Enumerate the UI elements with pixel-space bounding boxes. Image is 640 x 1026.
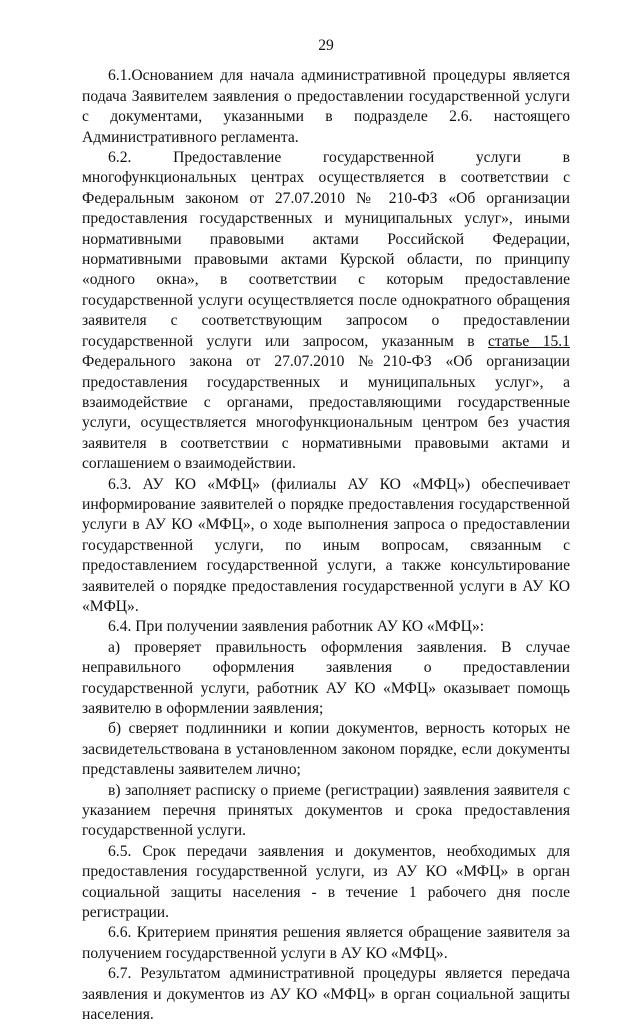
article-link[interactable]: статье 15.1 [488,332,570,350]
paragraph-6-1: 6.1.Основанием для начала административной процедуры является подача Заявителем заявления о предоставлении государственной услуги с документами, указанными в подразделе 2.6. настоящего Административного регламента. [82,67,570,146]
paragraph-6-2 [82,148,570,475]
paragraph-6-5: 6.5. Срок передачи заявления и документов, необходимых для предоставления государственной услуги, из АУ КО «МФЦ» в орган социальной защиты населения - в течение 1 рабочего дня после регистрации. [82,842,570,922]
paragraph-6-4-v: в) заполняет расписку о приеме (регистрации) заявления заявителя с указанием перечня принятых документов и срока предоставления государственной услуги. [82,781,570,840]
paragraph-6-2-text: 6.2. Предоставление государственной услуги в многофункциональных центрах осуществляется в соответствии с Федеральным законом от 27.07.2010 № 210-ФЗ «Об организации предоставления государственных и муниципальных услуг», иными нормативными правовыми актами Российской Федерации, нормативными правовыми актами Курской области, по принципу «одного окна», в соответствии с которым предоставление государственной услуги осуществляется после однократного обращения заявителя с соответствующим запросом о предоставлении государственной услуги или запросом, указанным в [82,149,570,350]
page-number: 29 [318,37,334,54]
paragraph-6-3: 6.3. АУ КО «МФЦ» (филиалы АУ КО «МФЦ») обеспечивает информирование заявителей о порядке предоставления государственной услуги в АУ КО «МФЦ», о ходе выполнения запроса о предоставлении государственной услуги, по иным вопросам, связанным с предоставлением государственной услуги, а также консультирование заявителей о порядке предоставления государственной услуги в АУ КО «МФЦ». [82,475,570,615]
paragraph-6-4: 6.4. При получении заявления работник АУ КО «МФЦ»: [108,618,485,636]
paragraph-6-6: 6.6. Критерием принятия решения является обращение заявителя за получением государственной услуги в АУ КО «МФЦ». [82,924,570,962]
paragraph-6-4-a: а) проверяет правильность оформления заявления. В случае неправильного оформления заявления о предоставлении государственной услуги, работник АУ КО «МФЦ» оказывает помощь заявителю в оформлении заявления; [82,638,570,717]
document-page [82,36,570,1026]
paragraph-6-2-tail: Федерального закона от 27.07.2010 №210-ФЗ «Об организации предоставления государственных и муниципальных услуг», а взаимодействие с органами, предоставляющими государственные услуги, осуществляется многофункциональным центром без участия заявителя в соответствии с нормативными правовыми актами и соглашением о взаимодействии. [82,353,570,473]
paragraph-6-7: 6.7. Результатом административной процедуры является передача заявления и документов из АУ КО «МФЦ» в орган социальной защиты населения. [82,965,570,1024]
paragraph-6-4-b: б) сверяет подлинники и копии документов, верность которых не засвидетельствована в установленном законом порядке, если документы представлены заявителем лично; [82,720,570,779]
